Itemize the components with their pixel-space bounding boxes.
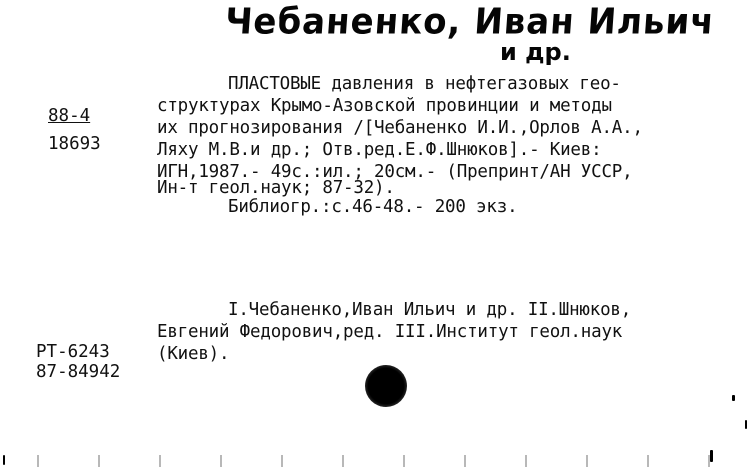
scan-speck [732, 395, 735, 401]
lower-code: РТ-6243 [36, 342, 110, 362]
punch-hole [365, 365, 407, 407]
lower-number: 87-84942 [36, 362, 121, 382]
handwritten-heading: Чебаненко, Иван Ильич [223, 1, 717, 44]
scan-speck [745, 420, 747, 429]
tracing-line: I.Чебаненко,Иван Ильич и др. II.Шнюков, [228, 300, 632, 320]
tracing-line: Евгений Федорович,ред. III.Институт геол.наук [157, 322, 623, 342]
description-line: Ин-т геол.наук; 87-32). [157, 178, 395, 198]
description-line: ИГН,1987.- 49с.:ил.; 20см.- (Препринт/АН УССР, [157, 162, 633, 182]
handwritten-heading-suffix: и др. [500, 38, 571, 66]
description-line: Ляху М.В.и др.; Отв.ред.Е.Ф.Шнюков].- Киев: [157, 140, 602, 160]
shelf-code: 88-4 [48, 106, 91, 126]
tracing-line: (Киев). [157, 344, 230, 364]
shelf-number: 18693 [48, 134, 101, 154]
description-line: их прогнозирования /[Чебаненко И.И.,Орлов А.А., [157, 118, 643, 138]
description-line: Библиогр.:с.46-48.- 200 экз. [228, 197, 518, 217]
description-line: структурах Крымо-Азовской провинции и методы [157, 96, 612, 116]
card-bottom-edge [0, 455, 750, 467]
description-line: ПЛАСТОВЫЕ давления в нефтегазовых гео- [228, 74, 621, 94]
